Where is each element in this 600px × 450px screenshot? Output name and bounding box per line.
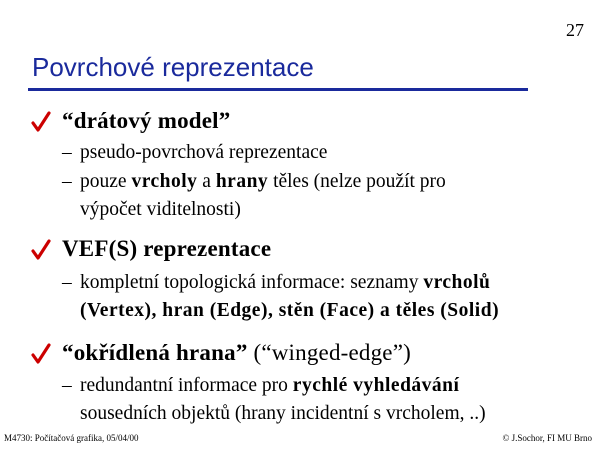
title-rule [28,88,528,91]
bullet-heading: VEF(S) reprezentace [62,236,272,261]
footer-course: M4730: Počítačová grafika, 05/04/00 [4,433,139,443]
bullet-heading: “drátový model” [62,108,231,133]
footer-copyright: © J.Sochor, FI MU Brno [502,433,592,443]
page-number: 27 [566,20,584,40]
sub-item: – redundantní informace pro rychlé vyhledávání [62,375,460,396]
check-icon [30,343,52,365]
sub-item-continuation: (Vertex), hran (Edge), stěn (Face) a těles (Solid) [80,300,500,321]
check-icon [30,239,52,261]
sub-item-continuation: výpočet viditelnosti) [80,199,241,220]
bullet-heading: “okřídlená hrana” (“winged-edge”) [62,340,411,365]
sub-item: – pseudo-povrchová reprezentace [62,142,328,163]
sub-item-continuation: sousedních objektů (hrany incidentní s vrcholem, ..) [80,403,486,424]
check-icon [30,111,52,133]
sub-item: – kompletní topologická informace: seznamy vrcholů [62,272,491,293]
sub-item: – pouze vrcholy a hrany těles (nelze použít pro [62,171,446,192]
slide-title: Povrchové reprezentace [32,52,314,82]
